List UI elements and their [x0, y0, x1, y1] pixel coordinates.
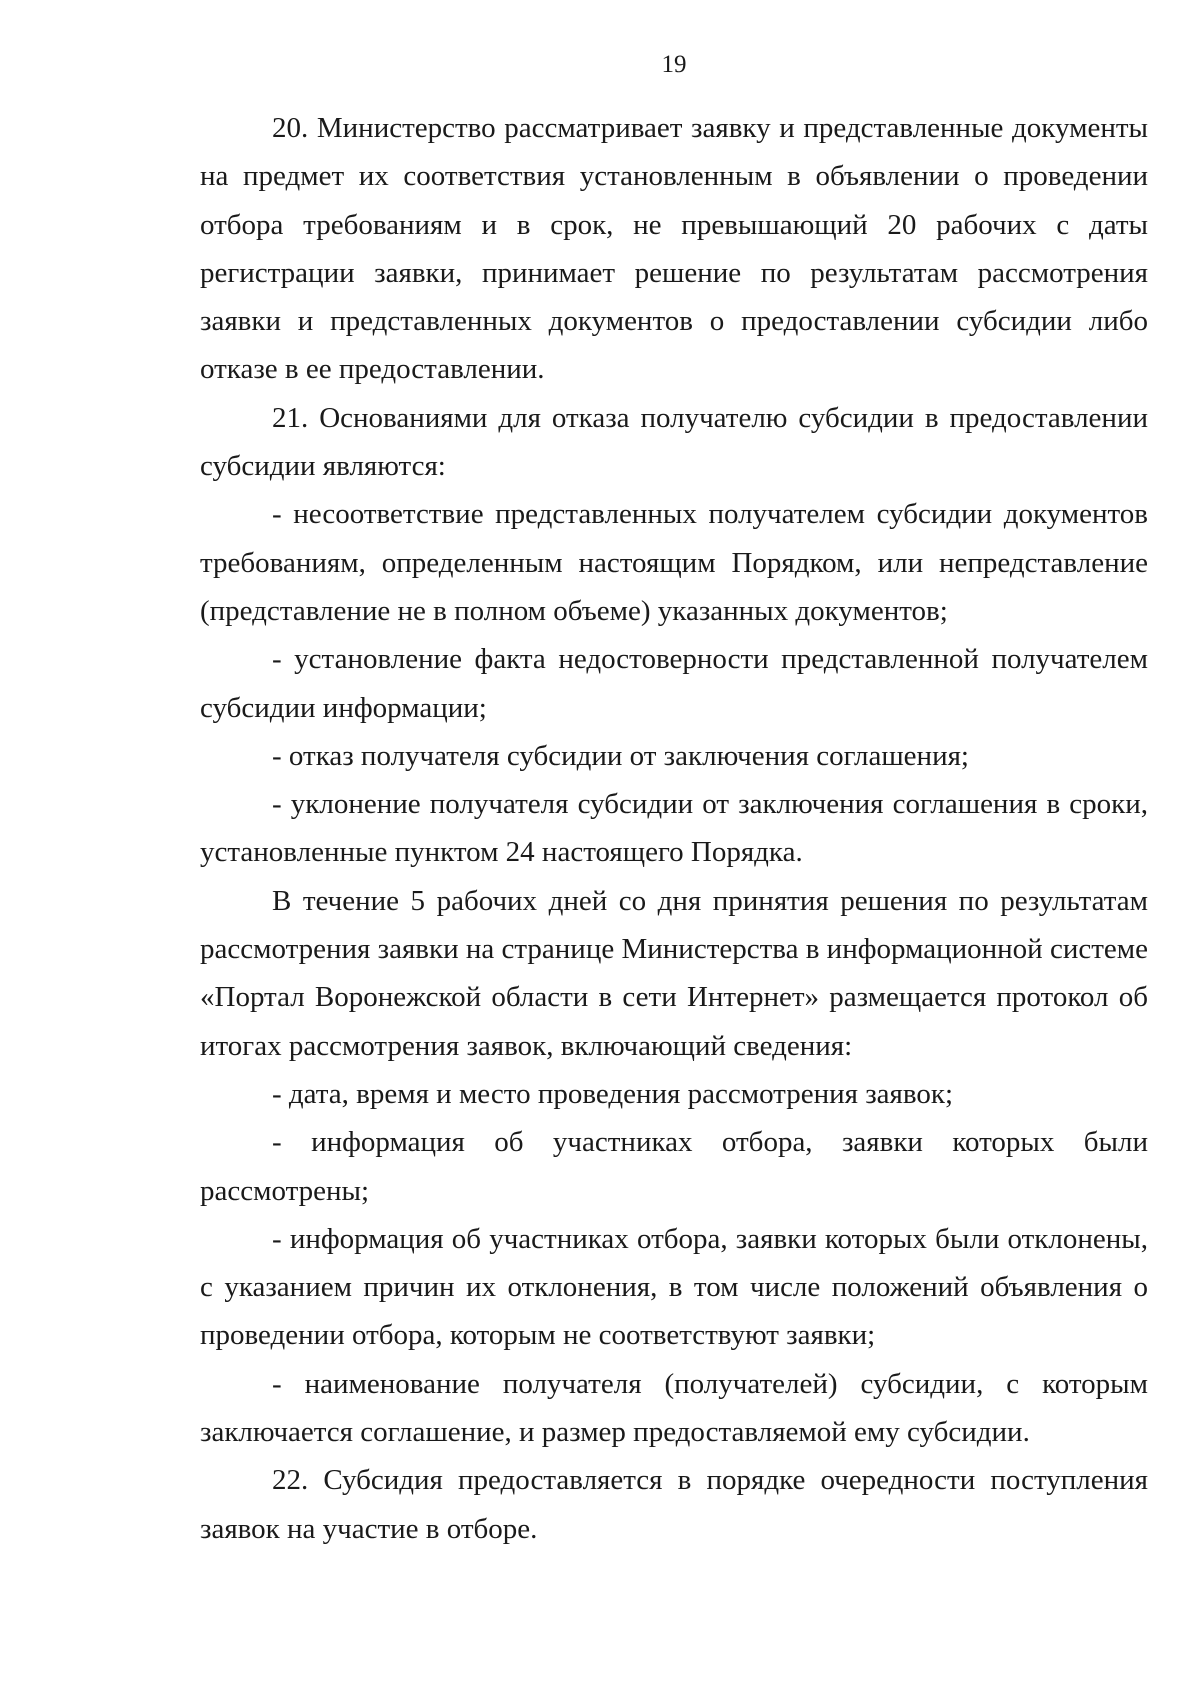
list-item-noncompliance: - несоответствие представленных получателем субсидии документов требованиям, определенным настоящим Порядком, или непредставление (представление не в полном объеме) указанных документов;	[200, 498, 1148, 627]
list-item-recipient-name: - наименование получателя (получателей) субсидии, с которым заключается соглашение, и размер предоставляемой ему субсидии.	[200, 1367, 1148, 1449]
list-item-false-information: - установление факта недостоверности представленной получателем субсидии информации;	[200, 643, 1148, 724]
paragraph-20: 20. Министерство рассматривает заявку и представленные документы на предмет их соответствия установленным в объявлении о проведении отбора требованиям и в срок, не превышающий 20 рабочих с даты регистрации заявки, принимает решение по результатам рассмотрения заявки и представленных документов о предоставлении субсидии либо отказе в ее предоставлении.	[200, 112, 1148, 386]
list-item-date-time-place: - дата, время и место проведения рассмотрения заявок;	[272, 1077, 954, 1110]
page-number: 19	[661, 51, 687, 78]
list-item-rejected-participants: - информация об участниках отбора, заявки которых были отклонены, с указанием причин их отклонения, в том числе положений объявления о проведении отбора, которым не соответствуют заявки;	[200, 1222, 1148, 1352]
list-item-reviewed-participants: - информация об участниках отбора, заявки которых были рассмотрены;	[200, 1126, 1148, 1207]
list-item-refusal: - отказ получателя субсидии от заключения соглашения;	[272, 739, 969, 772]
paragraph-22: 22. Субсидия предоставляется в порядке очередности поступления заявок на участие в отборе.	[200, 1464, 1148, 1545]
paragraph-protocol: В течение 5 рабочих дней со дня принятия решения по результатам рассмотрения заявки на странице Министерства в информационной системе «Портал Воронежской области в сети Интернет» размещается протокол об итогах рассмотрения заявок, включающий сведения:	[200, 884, 1148, 1062]
document-body	[200, 104, 1148, 1553]
list-item-evasion: - уклонение получателя субсидии от заключения соглашения в сроки, установленные пунктом 24 настоящего Порядка.	[200, 788, 1148, 869]
paragraph-21: 21. Основаниями для отказа получателю субсидии в предоставлении субсидии являются:	[200, 401, 1148, 483]
